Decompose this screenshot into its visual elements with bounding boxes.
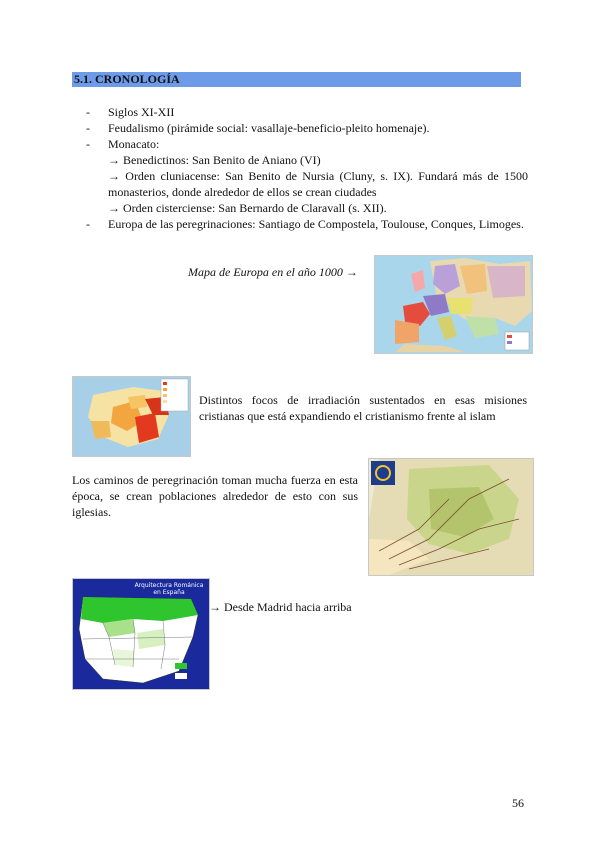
bullet-item <box>86 120 528 136</box>
bullet-dash: - <box>86 217 90 231</box>
bullet-dash: - <box>86 121 90 135</box>
christian-expansion-map-image <box>72 376 191 457</box>
bullet-text: Siglos XI-XII <box>108 105 175 119</box>
bullet-item <box>86 216 528 232</box>
bullet-text: Feudalismo (pirámide social: vasallaje-beneficio-pleito homenaje). <box>108 121 430 135</box>
bullet-list <box>86 104 528 232</box>
sub-item: → Orden cluniacense: San Benito de Nursia (Cluny, s. IX). Fundará más de 1500 monasterios, donde alrededor de ellos se crean ciudades <box>108 169 528 199</box>
bullet-text: Monacato: <box>108 137 160 151</box>
bullet-text: Europa de las peregrinaciones: Santiago de Compostela, Toulouse, Conques, Limoges. <box>108 217 524 231</box>
bullet-item <box>86 104 528 120</box>
figure1-caption: Mapa de Europa en el año 1000 → <box>188 265 358 279</box>
europe-map-1000-image <box>374 255 533 354</box>
bullet-dash: - <box>86 105 90 119</box>
bullet-dash: - <box>86 137 90 151</box>
romanesque-spain-map-image <box>72 578 210 690</box>
paragraph-irradiation: Distintos focos de irradiación sustentados en esas misiones cristianas que está expandiendo el cristianismo frente al islam <box>199 393 527 423</box>
page-number: 56 <box>512 796 524 810</box>
pilgrimage-routes-map-image <box>368 458 534 576</box>
monacato-sublist <box>86 152 528 216</box>
sub-item: → Orden cisterciense: San Bernardo de Claravall (s. XII). <box>108 201 387 215</box>
section-heading: 5.1. CRONOLOGÍA <box>74 72 180 86</box>
sub-item: → Benedictinos: San Benito de Aniano (VI) <box>108 153 321 167</box>
map-subtitle-text: en España <box>153 589 185 596</box>
map-title-text: Arquitectura Románica <box>134 582 204 589</box>
figure4-caption: → Desde Madrid hacia arriba <box>209 600 352 614</box>
bullet-item <box>86 136 528 152</box>
paragraph-pilgrimage: Los caminos de peregrinación toman mucha fuerza en esta época, se crean poblaciones alrededor de esto con sus iglesias. <box>72 473 358 519</box>
